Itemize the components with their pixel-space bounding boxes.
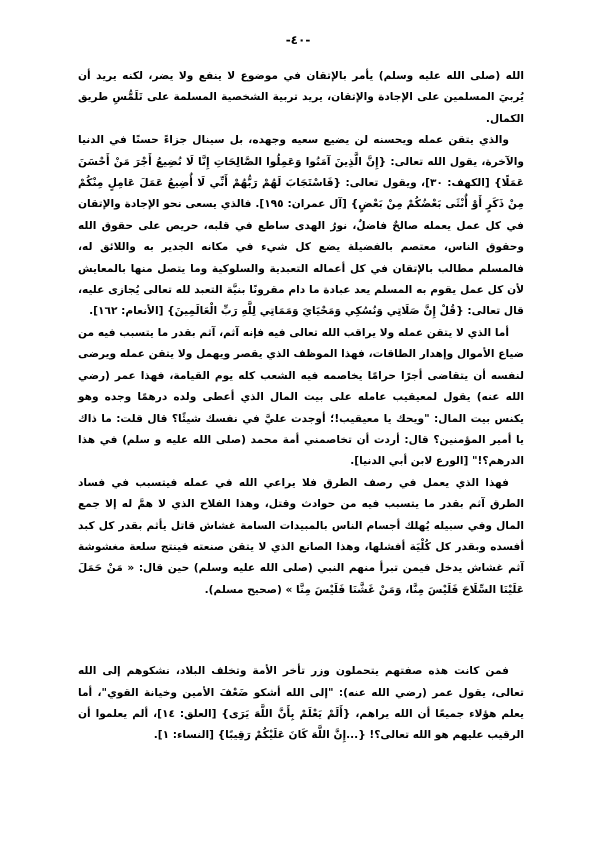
paragraph-sin-of-negligence: أما الذي لا يتقن عمله ولا يراقب الله تعالى فيه فإنه آثم، آثم بقدر ما يتسبب فيه من ضياع الأموال وإهدار الطاقات، فهذا الموظف الذي يقصر ويهمل ولا يتقن عمله ويرضى لنفسه أن يتقاضى أجرًا حرامًا يخاصمه فيه الشعب كله يوم القيامة، فهذا عمر (رضي الله عنه) يقول لمعيقيب عامله على بيت المال الذي أعطى ولده درهمًا وجده وهو يكنس بيت المال: "ويحك يا معيقيب!؛ أوجدت عليَّ في نفسك شيئًا؟ قال قلت: ما ذاك يا أمير المؤمنين؟ قال: أردت أن تخاصمني أمة محمد (صلى الله عليه و سلم) في هذا الدرهم؟!" [الورع لابن أبي الدنيا]. (78, 326, 524, 468)
paragraph-intro-continuation: الله (صلى الله عليه وسلم) يأمر بالإتقان في موضوع لا ينفع ولا يضر، لكنه يريد أن يُربيَ المسلمين على الإجادة والإتقان، يريد تربية الشخصية المسلمة على تَلَمُّسِ طريق الكمال. (78, 70, 524, 125)
page-body (78, 66, 524, 747)
paragraph-reward-of-mastery: والذي يتقن عمله ويحسنه لن يضيع سعيه وجهده، بل سينال جزاءً حسنًا في الدنيا والآخرة، يقول الله تعالى: {إِنَّ الَّذِينَ آمَنُوا وَعَمِلُوا الصَّالِحَاتِ إِنَّا لَا نُضِيعُ أَجْرَ مَنْ أَحْسَنَ عَمَلًا} [الكهف: ٣٠]، ويقول تعالى: {فَاسْتَجَابَ لَهُمْ رَبُّهُمْ أَنِّي لَا أُضِيعُ عَمَلَ عَامِلٍ مِنْكُمْ مِنْ ذَكَرٍ أَوْ أُنْثَى بَعْضُكُمْ مِنْ بَعْضٍ} [آل عمران: ١٩٥]. فالذي يسعى نحو الإجادة والإتقان في كل عمل يعمله صالحٌ فاضلٌ، نورُ الهدى ساطع في قلبه، حريص على حقوق الله وحقوق الناس، معتصم بالفضيلة يضع كل شيء في مكانه الجدير به واللائق له، فالمسلم مطالب بالإتقان في كل أعماله التعبدية والسلوكية وما يتصل منها بالمعايش لأن كل عمل يقوم به المسلم يعد عبادة ما دام مقرونًا بنيَّة التعبد لله تعالى يُجازى عليه، قال تعالى: {قُلْ إِنَّ صَلَاتِي وَنُسُكِي وَمَحْيَايَ وَمَمَاتِي لِلَّهِ رَبِّ الْعَالَمِينَ} [الأنعام: ١٦٢]. (78, 134, 524, 318)
paragraph-examples-of-negligence: فهذا الذي يعمل في رصف الطرق فلا يراعي الله في عمله فيتسبب في فساد الطرق آثم بقدر ما يتسبب فيه من حوادث وقتل، وهذا الفلاح الذي لا همَّ له إلا جمع المال وفي سبيله يُهلك أجسام الناس بالمبيدات السامة غشاش قاتل يأثم بقدر كل كبد أفسده وبقدر كل كُلْيَة أفشلها، وهذا الصانع الذي لا يتقن صنعته فينتج سلعة مغشوشة آثم غشاش يدخل فيمن تبرأ منهم النبي (صلى الله عليه وسلم) حين قال: « مَنْ حَمَلَ عَلَيْنَا السِّلَاحَ فَلَيْسَ مِنَّا، وَمَنْ غَشَّنَا فَلَيْسَ مِنَّا » (صحيح مسلم). (78, 476, 524, 596)
paragraph-complaint-to-god: فمن كانت هذه صفتهم يتحملون وزر تأخر الأمة وتخلف البلاد، نشكوهم إلى الله تعالى، يقول عمر (رضي الله عنه): "إلى الله أشكو ضَعْفَ الأمين وخيانة القوي"، أما يعلم هؤلاء جميعًا أن الله يراهم، {أَلَمْ يَعْلَمْ بِأَنَّ اللَّهَ يَرَى} [العلق: ١٤]، ألم يعلموا أن الرقيب عليهم هو الله تعالى؟! {...إِنَّ اللَّهَ كَانَ عَلَيْكُمْ رَقِيبًا} [النساء: ١]. (78, 665, 525, 742)
page-number: -٤٠- (285, 33, 311, 47)
